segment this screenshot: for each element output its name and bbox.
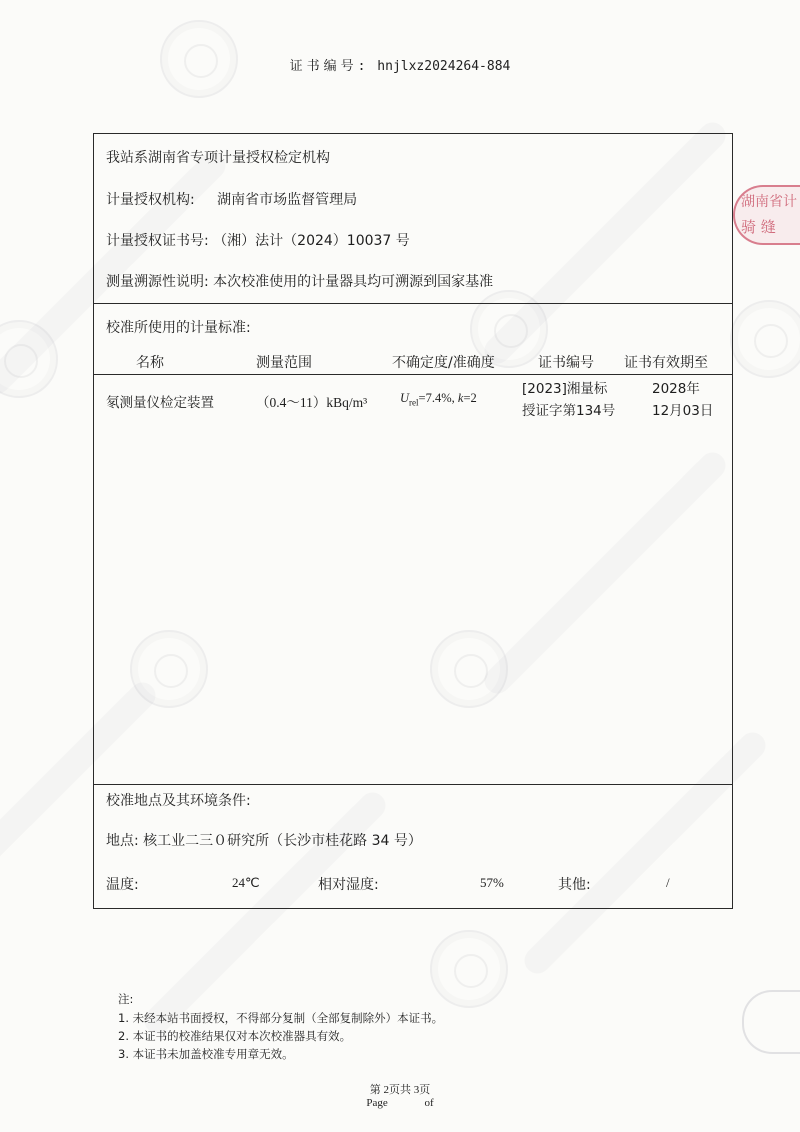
uncertainty-value: =7.4%, [418, 391, 458, 405]
uncertainty-subscript: rel [409, 397, 419, 408]
authority-line [106, 189, 357, 209]
watermark-seal [0, 320, 58, 398]
note-item-3: 3. 本证书未加盖校准专用章无效。 [118, 1047, 294, 1061]
authority-label: 计量授权机构: [106, 192, 195, 208]
standard-cert-no-line2: 授证字第134号 [522, 403, 616, 419]
table-header-divider [94, 374, 732, 375]
standard-name: 氡测量仪检定装置 [106, 395, 214, 411]
certificate-number [0, 55, 800, 74]
humidity-value: 57% [480, 875, 504, 890]
standard-cert-no [522, 378, 615, 422]
column-header-cert-no: 证书编号 [538, 355, 594, 371]
authority-value: 湖南省市场监督管理局 [217, 192, 358, 208]
column-header-valid-until: 证书有效期至 [624, 355, 708, 371]
column-header-name: 名称 [136, 355, 164, 371]
traceability-label: 测量溯源性说明: [106, 274, 209, 290]
page-number-cn: 第 2页共 3页 [369, 1084, 431, 1096]
standard-range: （0.4～11）kBq/m³ [256, 395, 368, 410]
coverage-factor-value: =2 [463, 391, 477, 405]
standard-valid-line2: 12月03日 [652, 403, 714, 419]
other-value: / [666, 875, 670, 890]
page-number-en [0, 1097, 800, 1109]
authorization-cert-label: 计量授权证书号: [106, 233, 209, 249]
other-label: 其他: [558, 877, 591, 893]
page-en-of: of [424, 1097, 434, 1109]
location-value: 核工业二三０研究所（长沙市桂花路 34 号） [143, 833, 422, 849]
standards-section-title: 校准所使用的计量标准: [106, 320, 251, 336]
authorization-cert-line [106, 230, 410, 250]
note-item-2: 2. 本证书的校准结果仅对本次校准器具有效。 [118, 1029, 352, 1043]
notes-title: 注: [118, 992, 134, 1006]
edge-seal [742, 990, 800, 1054]
standard-valid-line1: 2028年 [652, 381, 700, 397]
environment-section-title: 校准地点及其环境条件: [106, 793, 251, 809]
uncertainty-symbol: U [400, 391, 410, 405]
note-item-1: 1. 未经本站书面授权，不得部分复制（全部复制除外）本证书。 [118, 1011, 444, 1025]
traceability-value: 本次校准使用的计量器具均可溯源到国家基准 [213, 274, 494, 290]
divider [94, 303, 732, 304]
humidity-label: 相对湿度: [318, 877, 379, 893]
location-label: 地点: [106, 833, 139, 849]
authorization-cert-value: （湘）法计（2024）10037 号 [213, 233, 410, 249]
watermark-seal [730, 300, 800, 378]
seam-stamp-line1: 湖南省计 [741, 194, 797, 210]
seam-stamp-line2: 骑 缝 [741, 218, 776, 236]
standard-cert-no-line1: [2023]湘量标 [522, 381, 608, 397]
watermark-seal [430, 930, 508, 1008]
temperature-value: 24℃ [232, 875, 260, 890]
standard-uncertainty [400, 391, 477, 408]
standard-valid-until [652, 378, 713, 422]
coverage-factor-symbol: k [457, 391, 464, 405]
temperature-label: 温度: [106, 877, 139, 893]
authorization-statement: 我站系湖南省专项计量授权检定机构 [106, 150, 330, 166]
certificate-number-label: 证书编号: [289, 59, 370, 74]
seam-stamp [733, 185, 800, 245]
certificate-number-value: hnjlxz2024264-884 [377, 59, 511, 74]
location-line [106, 830, 422, 850]
column-header-uncertainty: 不确定度/准确度 [392, 355, 495, 371]
certificate-frame [93, 133, 733, 909]
column-header-range: 测量范围 [256, 355, 312, 371]
page-en-label: Page [366, 1097, 388, 1109]
traceability-line [106, 271, 493, 291]
divider [94, 784, 732, 785]
